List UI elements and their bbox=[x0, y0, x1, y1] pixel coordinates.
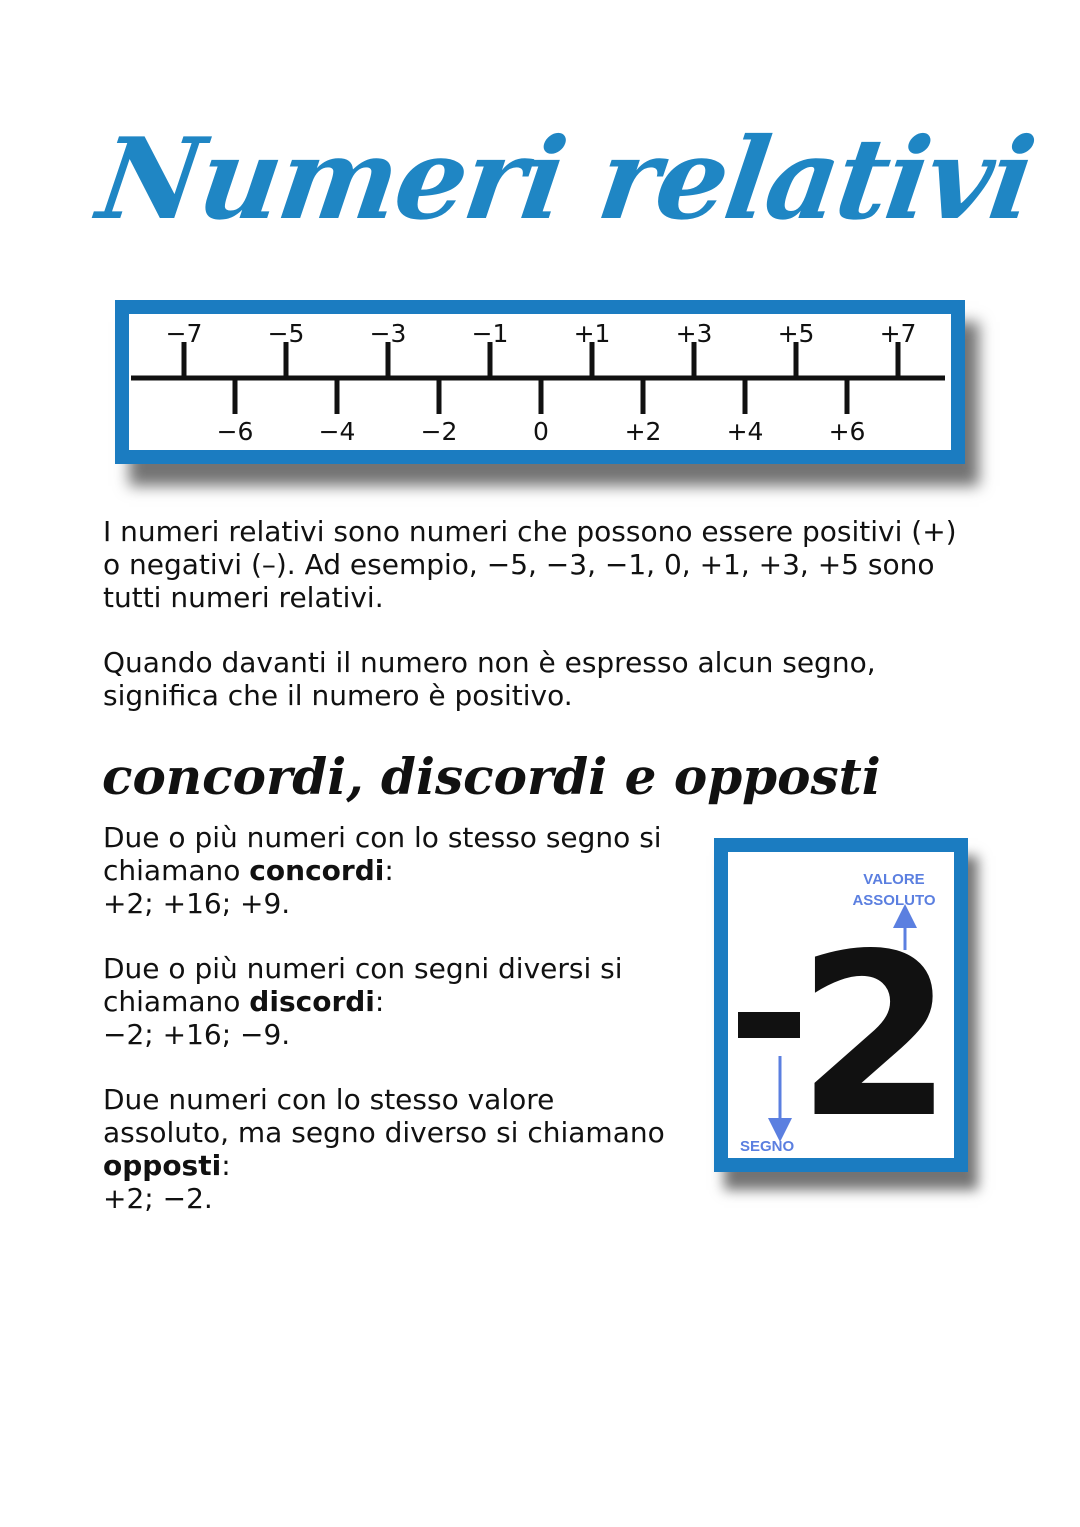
tick-label: −6 bbox=[216, 417, 254, 446]
concordi-line2 bbox=[103, 854, 703, 887]
discordi-prefix: chiamano bbox=[103, 985, 250, 1018]
number-line bbox=[129, 314, 951, 450]
concordi-colon: : bbox=[384, 854, 394, 887]
sign-label: SEGNO bbox=[740, 1138, 795, 1155]
discordi-term: discordi bbox=[249, 985, 375, 1018]
tick-label: −5 bbox=[267, 319, 305, 348]
absolute-value-card bbox=[714, 838, 968, 1172]
opposti-line2: assoluto, ma segno diverso si chiamano bbox=[103, 1116, 665, 1149]
minus-sign-glyph bbox=[738, 1012, 800, 1038]
tick-label: 0 bbox=[533, 417, 549, 446]
bottom-ticks bbox=[217, 378, 866, 446]
tick-label: +4 bbox=[726, 417, 764, 446]
tick-label: −7 bbox=[165, 319, 203, 348]
tick-label: +1 bbox=[573, 319, 611, 348]
opposti-example: +2; −2. bbox=[103, 1182, 213, 1215]
discordi-block bbox=[103, 952, 703, 1051]
page-title: Numeri relativi bbox=[90, 114, 1041, 245]
concordi-line1: Due o più numeri con lo stesso segno si bbox=[103, 821, 662, 854]
tick-label: −1 bbox=[471, 319, 509, 348]
discordi-colon: : bbox=[374, 985, 385, 1018]
discordi-line1: Due o più numeri con segni diversi si bbox=[103, 952, 623, 985]
tick-label: +7 bbox=[879, 319, 917, 348]
opposti-colon: : bbox=[221, 1149, 231, 1182]
tick-label: +5 bbox=[777, 319, 815, 348]
digit-glyph: 2 bbox=[796, 906, 954, 1158]
tick-label: −2 bbox=[420, 417, 458, 446]
intro-paragraph: I numeri relativi sono numeri che possono essere positivi (+) o negativi (–). Ad esempio, −5, −3, −1, 0, +1, +3, +5 sono tutti numeri relativi. bbox=[103, 515, 957, 614]
discordi-line2 bbox=[103, 985, 703, 1018]
concordi-prefix: chiamano bbox=[103, 854, 250, 887]
section-title: concordi, discordi e opposti bbox=[102, 747, 881, 806]
discordi-example: −2; +16; −9. bbox=[103, 1018, 291, 1051]
positive-note-paragraph: Quando davanti il numero non è espresso alcun segno, significa che il numero è positivo. bbox=[103, 646, 876, 712]
value-label-line1: VALORE bbox=[863, 871, 925, 888]
value-label-line2: ASSOLUTO bbox=[852, 892, 936, 909]
opposti-line3 bbox=[103, 1149, 703, 1182]
tick-label: +6 bbox=[828, 417, 866, 446]
tick-label: +2 bbox=[624, 417, 662, 446]
tick-label: −3 bbox=[369, 319, 407, 348]
top-ticks bbox=[166, 319, 917, 378]
absolute-value-diagram bbox=[728, 852, 954, 1158]
number-line-panel bbox=[115, 300, 965, 464]
concordi-block bbox=[103, 821, 703, 920]
concordi-example: +2; +16; +9. bbox=[103, 887, 291, 920]
opposti-line1: Due numeri con lo stesso valore bbox=[103, 1083, 555, 1116]
opposti-block bbox=[103, 1083, 703, 1215]
tick-label: +3 bbox=[675, 319, 713, 348]
tick-label: −4 bbox=[318, 417, 356, 446]
opposti-term: opposti bbox=[103, 1149, 222, 1182]
concordi-term: concordi bbox=[249, 854, 385, 887]
